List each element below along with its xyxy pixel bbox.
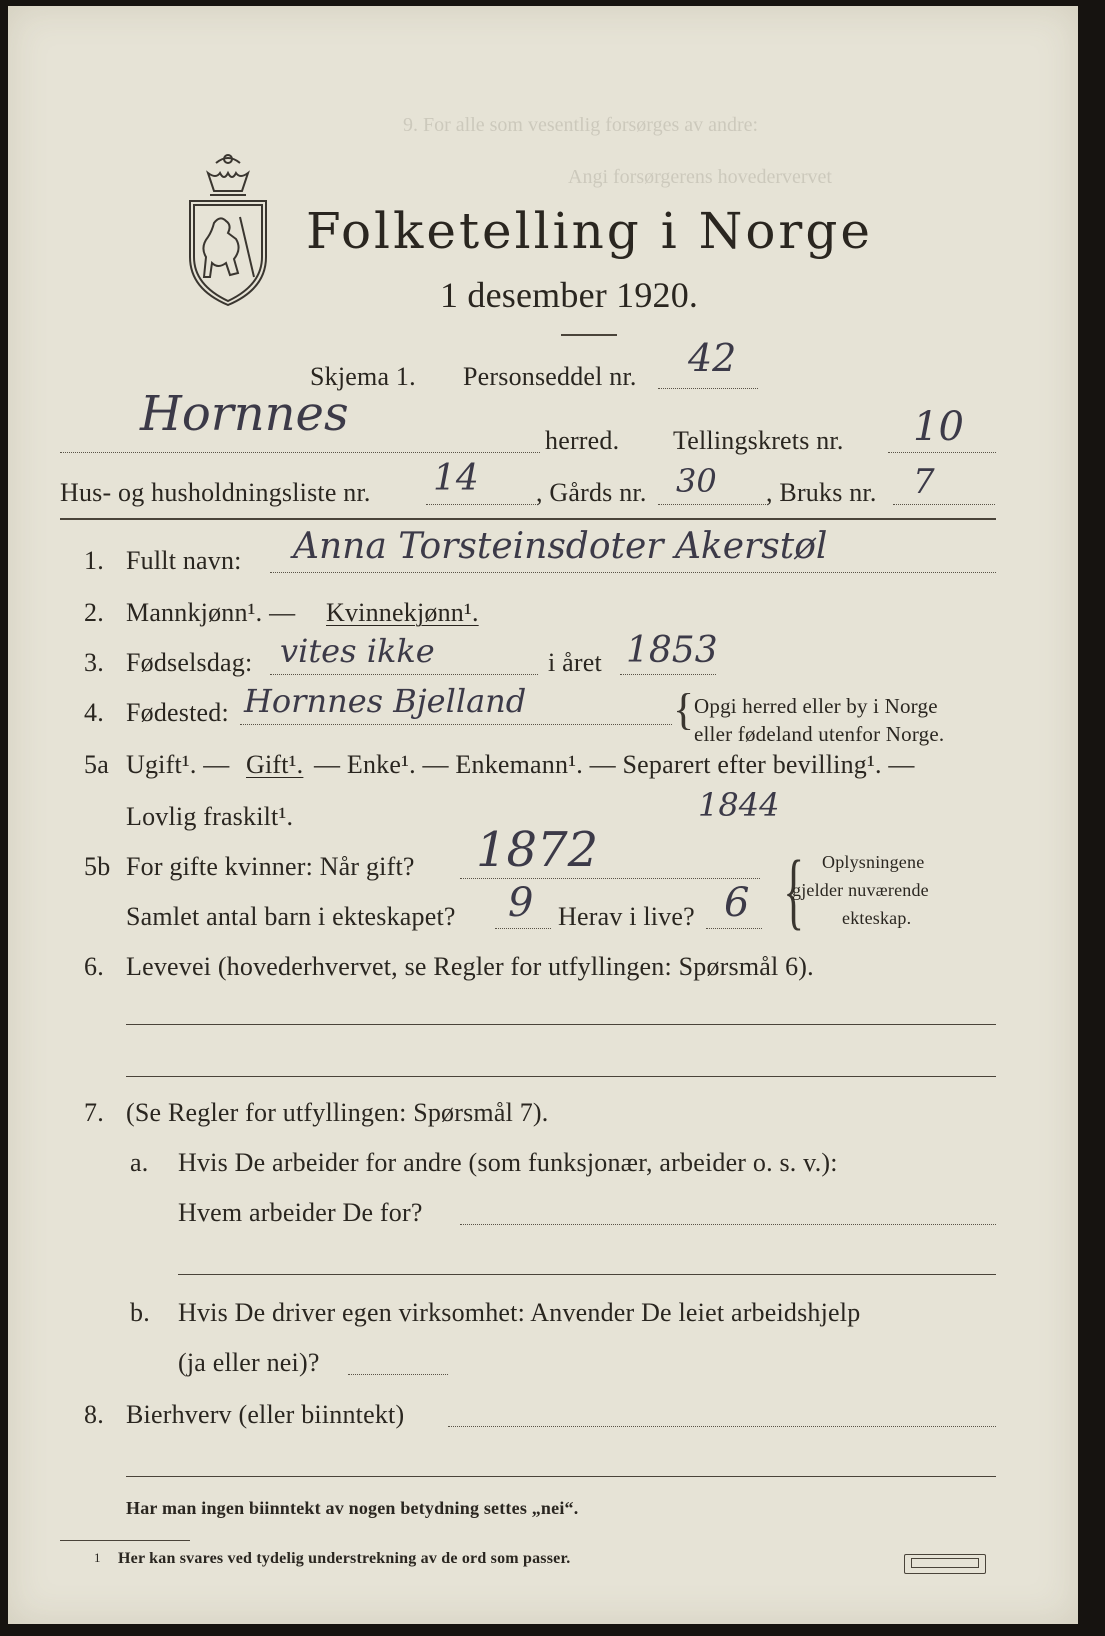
q7-number: 7. — [84, 1098, 104, 1127]
skjema-label: Skjema 1. — [310, 362, 416, 391]
gards-value[interactable]: 30 — [676, 462, 717, 500]
bruks-field-line — [893, 504, 995, 505]
birthplace-value[interactable]: Hornnes Bjelland — [244, 682, 527, 720]
q5a-ugift-option[interactable]: Ugift¹. — — [126, 750, 230, 779]
q7b-line2: (ja eller nei)? — [178, 1348, 320, 1377]
bruks-label: , Bruks nr. — [766, 478, 877, 507]
herred-field-line — [60, 452, 540, 453]
footnote-text: Her kan svares ved tydelig understrekning av de ord som passer. — [118, 1550, 571, 1567]
q6-answer-line-1[interactable] — [126, 1024, 996, 1025]
husliste-label: Hus- og husholdningsliste nr. — [60, 478, 371, 507]
birthday-value[interactable]: vites ikke — [280, 632, 435, 670]
q4-brace: { — [673, 685, 695, 734]
q5b-number: 5b — [84, 852, 111, 881]
show-through-text: Angi forsørgerens hovedervervet — [568, 166, 832, 188]
q5b-field-line — [460, 878, 760, 879]
q7b-line1: Hvis De driver egen virksomhet: Anvender De leiet arbeidshjelp — [178, 1298, 861, 1327]
q7a-field-line[interactable] — [460, 1224, 996, 1225]
q3-label: Fødselsdag: — [126, 648, 253, 677]
herred-label: herred. — [545, 426, 620, 455]
q2-male-option[interactable]: Mannkjønn¹. — — [126, 598, 296, 627]
q6-label: Levevei (hovederhvervet, se Regler for utfyllingen: Spørsmål 6). — [126, 952, 814, 981]
q1-number: 1. — [84, 546, 104, 575]
q4-field-line — [240, 724, 672, 725]
norway-coat-of-arms-icon — [178, 151, 278, 311]
personseddel-label: Personseddel nr. — [463, 362, 637, 391]
q7a-line2: Hvem arbeider De for? — [178, 1198, 423, 1227]
q7a-letter: a. — [130, 1148, 149, 1177]
q2-female-option[interactable]: Kvinnekjønn¹. — [326, 598, 479, 627]
gards-field-line — [658, 504, 766, 505]
gards-label: , Gårds nr. — [536, 478, 647, 507]
q8-number: 8. — [84, 1400, 104, 1429]
q3-field-line — [270, 674, 538, 675]
q4-note-line2: eller fødeland utenfor Norge. — [694, 722, 945, 746]
show-through-text: 9. For alle som vesentlig forsørges av andre: — [403, 114, 759, 136]
q5a-gift-option[interactable]: Gift¹. — [246, 750, 304, 779]
tellingskrets-label: Tellingskrets nr. — [673, 426, 844, 455]
q7b-field-line[interactable] — [348, 1374, 448, 1375]
form-title: Folketelling i Norge — [306, 202, 873, 260]
footnote-mark: 1 — [94, 1550, 101, 1565]
q5b-children-label: Samlet antal barn i ekteskapet? — [126, 902, 456, 931]
q5b-note-line3: ekteskap. — [842, 908, 912, 928]
footnote-rule — [60, 1540, 190, 1541]
q7b-letter: b. — [130, 1298, 150, 1327]
q5b-brace: { — [783, 842, 804, 938]
q2-number: 2. — [84, 598, 104, 627]
q4-number: 4. — [84, 698, 104, 727]
footer-note: Har man ingen biinntekt av nogen betydning settes „nei“. — [126, 1498, 579, 1518]
q8-answer-line[interactable] — [126, 1476, 996, 1477]
q3-year-field-line — [620, 674, 716, 675]
q3-year-label: i året — [548, 648, 602, 677]
q7a-line1: Hvis De arbeider for andre (som funksjonær, arbeider o. s. v.): — [178, 1148, 838, 1177]
title-rule — [561, 334, 617, 336]
q4-note-line1: Opgi herred eller by i Norge — [694, 694, 938, 718]
tellingskrets-value[interactable]: 10 — [913, 404, 964, 450]
husliste-value[interactable]: 14 — [433, 458, 479, 499]
census-date: 1 desember 1920. — [440, 275, 699, 315]
q5b-alive-field-line — [706, 928, 762, 929]
marriage-year-value[interactable]: 1872 — [476, 822, 599, 878]
q1-field-line — [270, 572, 996, 573]
tellingskrets-field-line — [888, 452, 996, 453]
personseddel-number[interactable]: 42 — [688, 336, 737, 380]
birth-year-value[interactable]: 1853 — [626, 630, 718, 671]
full-name-value[interactable]: Anna Torsteinsdoter Akerstøl — [293, 526, 828, 567]
q5b-label: For gifte kvinner: Når gift? — [126, 852, 415, 881]
q4-label: Fødested: — [126, 698, 229, 727]
census-form-sheet — [8, 6, 1078, 1624]
q5a-fraskilt-option[interactable]: Lovlig fraskilt¹. — [126, 802, 294, 831]
husliste-field-line — [426, 504, 536, 505]
q6-answer-line-2[interactable] — [126, 1076, 996, 1077]
q5a-number: 5a — [84, 750, 109, 779]
printer-stamp-icon — [904, 1554, 986, 1574]
q5b-alive-label: Herav i live? — [558, 902, 695, 931]
header-separator — [60, 518, 996, 520]
q5b-note-line2: gjelder nuværende — [792, 880, 929, 900]
q1-label: Fullt navn: — [126, 546, 242, 575]
q6-number: 6. — [84, 952, 104, 981]
q5a-extra-year[interactable]: 1844 — [698, 786, 780, 824]
q7-label: (Se Regler for utfyllingen: Spørsmål 7). — [126, 1098, 549, 1127]
children-alive-value[interactable]: 6 — [724, 880, 750, 926]
q7a-answer-line[interactable] — [178, 1274, 996, 1275]
q3-number: 3. — [84, 648, 104, 677]
herred-value[interactable]: Hornnes — [140, 386, 349, 442]
q8-label: Bierhverv (eller biinntekt) — [126, 1400, 405, 1429]
q5b-note-line1: Oplysningene — [822, 852, 925, 872]
q5a-other-options[interactable]: — Enke¹. — Enkemann¹. — Separert efter bevilling¹. — — [314, 750, 915, 779]
bruks-value[interactable]: 7 — [913, 462, 935, 502]
q8-field-line[interactable] — [448, 1426, 996, 1427]
q5b-children-field-line — [495, 928, 551, 929]
children-count-value[interactable]: 9 — [508, 880, 534, 926]
personseddel-field-line — [658, 388, 758, 389]
